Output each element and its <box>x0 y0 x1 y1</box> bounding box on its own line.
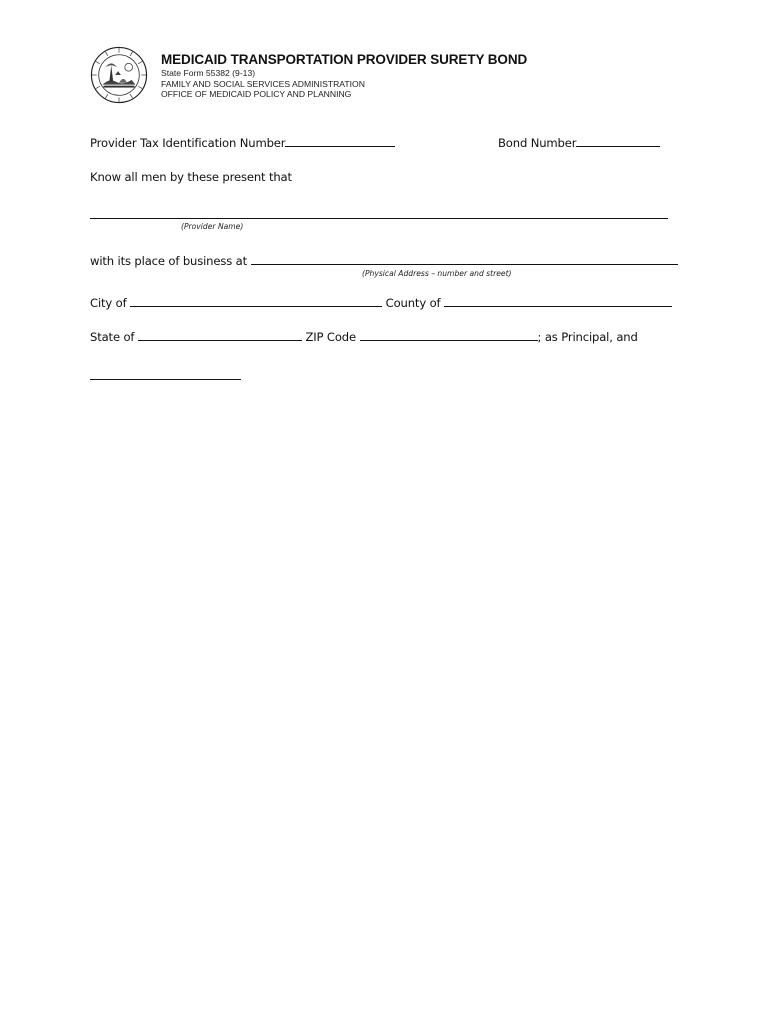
office-name: OFFICE OF MEDICAID POLICY AND PLANNING <box>161 89 352 99</box>
place-of-business-label: with its place of business at <box>90 254 248 268</box>
bond-number-row <box>498 135 660 150</box>
state-label: State of <box>90 330 135 344</box>
provider-name-field[interactable] <box>90 207 668 219</box>
state-field[interactable] <box>138 329 302 341</box>
zip-field[interactable] <box>360 329 538 341</box>
address-caption: (Physical Address – number and street) <box>362 269 512 278</box>
provider-name-row <box>90 207 668 222</box>
surety-row <box>90 368 241 383</box>
state-seal-logo <box>90 46 148 104</box>
tax-id-label: Provider Tax Identification Number <box>90 136 286 150</box>
place-of-business-row <box>90 253 678 268</box>
surety-field[interactable] <box>90 368 241 380</box>
county-field[interactable] <box>444 295 672 307</box>
principal-text: ; as Principal, and <box>537 330 638 344</box>
tax-id-field[interactable] <box>285 135 395 147</box>
provider-name-caption: (Provider Name) <box>181 222 244 231</box>
address-field[interactable] <box>251 253 678 265</box>
form-title: MEDICAID TRANSPORTATION PROVIDER SURETY BOND <box>161 52 528 67</box>
city-field[interactable] <box>130 295 382 307</box>
state-zip-row <box>90 329 638 344</box>
intro-text: Know all men by these present that <box>90 170 292 184</box>
city-label: City of <box>90 296 127 310</box>
bond-number-field[interactable] <box>576 135 660 147</box>
form-number: State Form 55382 (9-13) <box>161 68 256 78</box>
bond-number-label: Bond Number <box>498 136 577 150</box>
zip-label: ZIP Code <box>305 330 356 344</box>
city-county-row <box>90 295 672 310</box>
agency-name: FAMILY AND SOCIAL SERVICES ADMINISTRATION <box>161 78 365 89</box>
form-header <box>161 52 527 100</box>
county-label: County of <box>385 296 441 310</box>
tax-id-row <box>90 135 395 150</box>
